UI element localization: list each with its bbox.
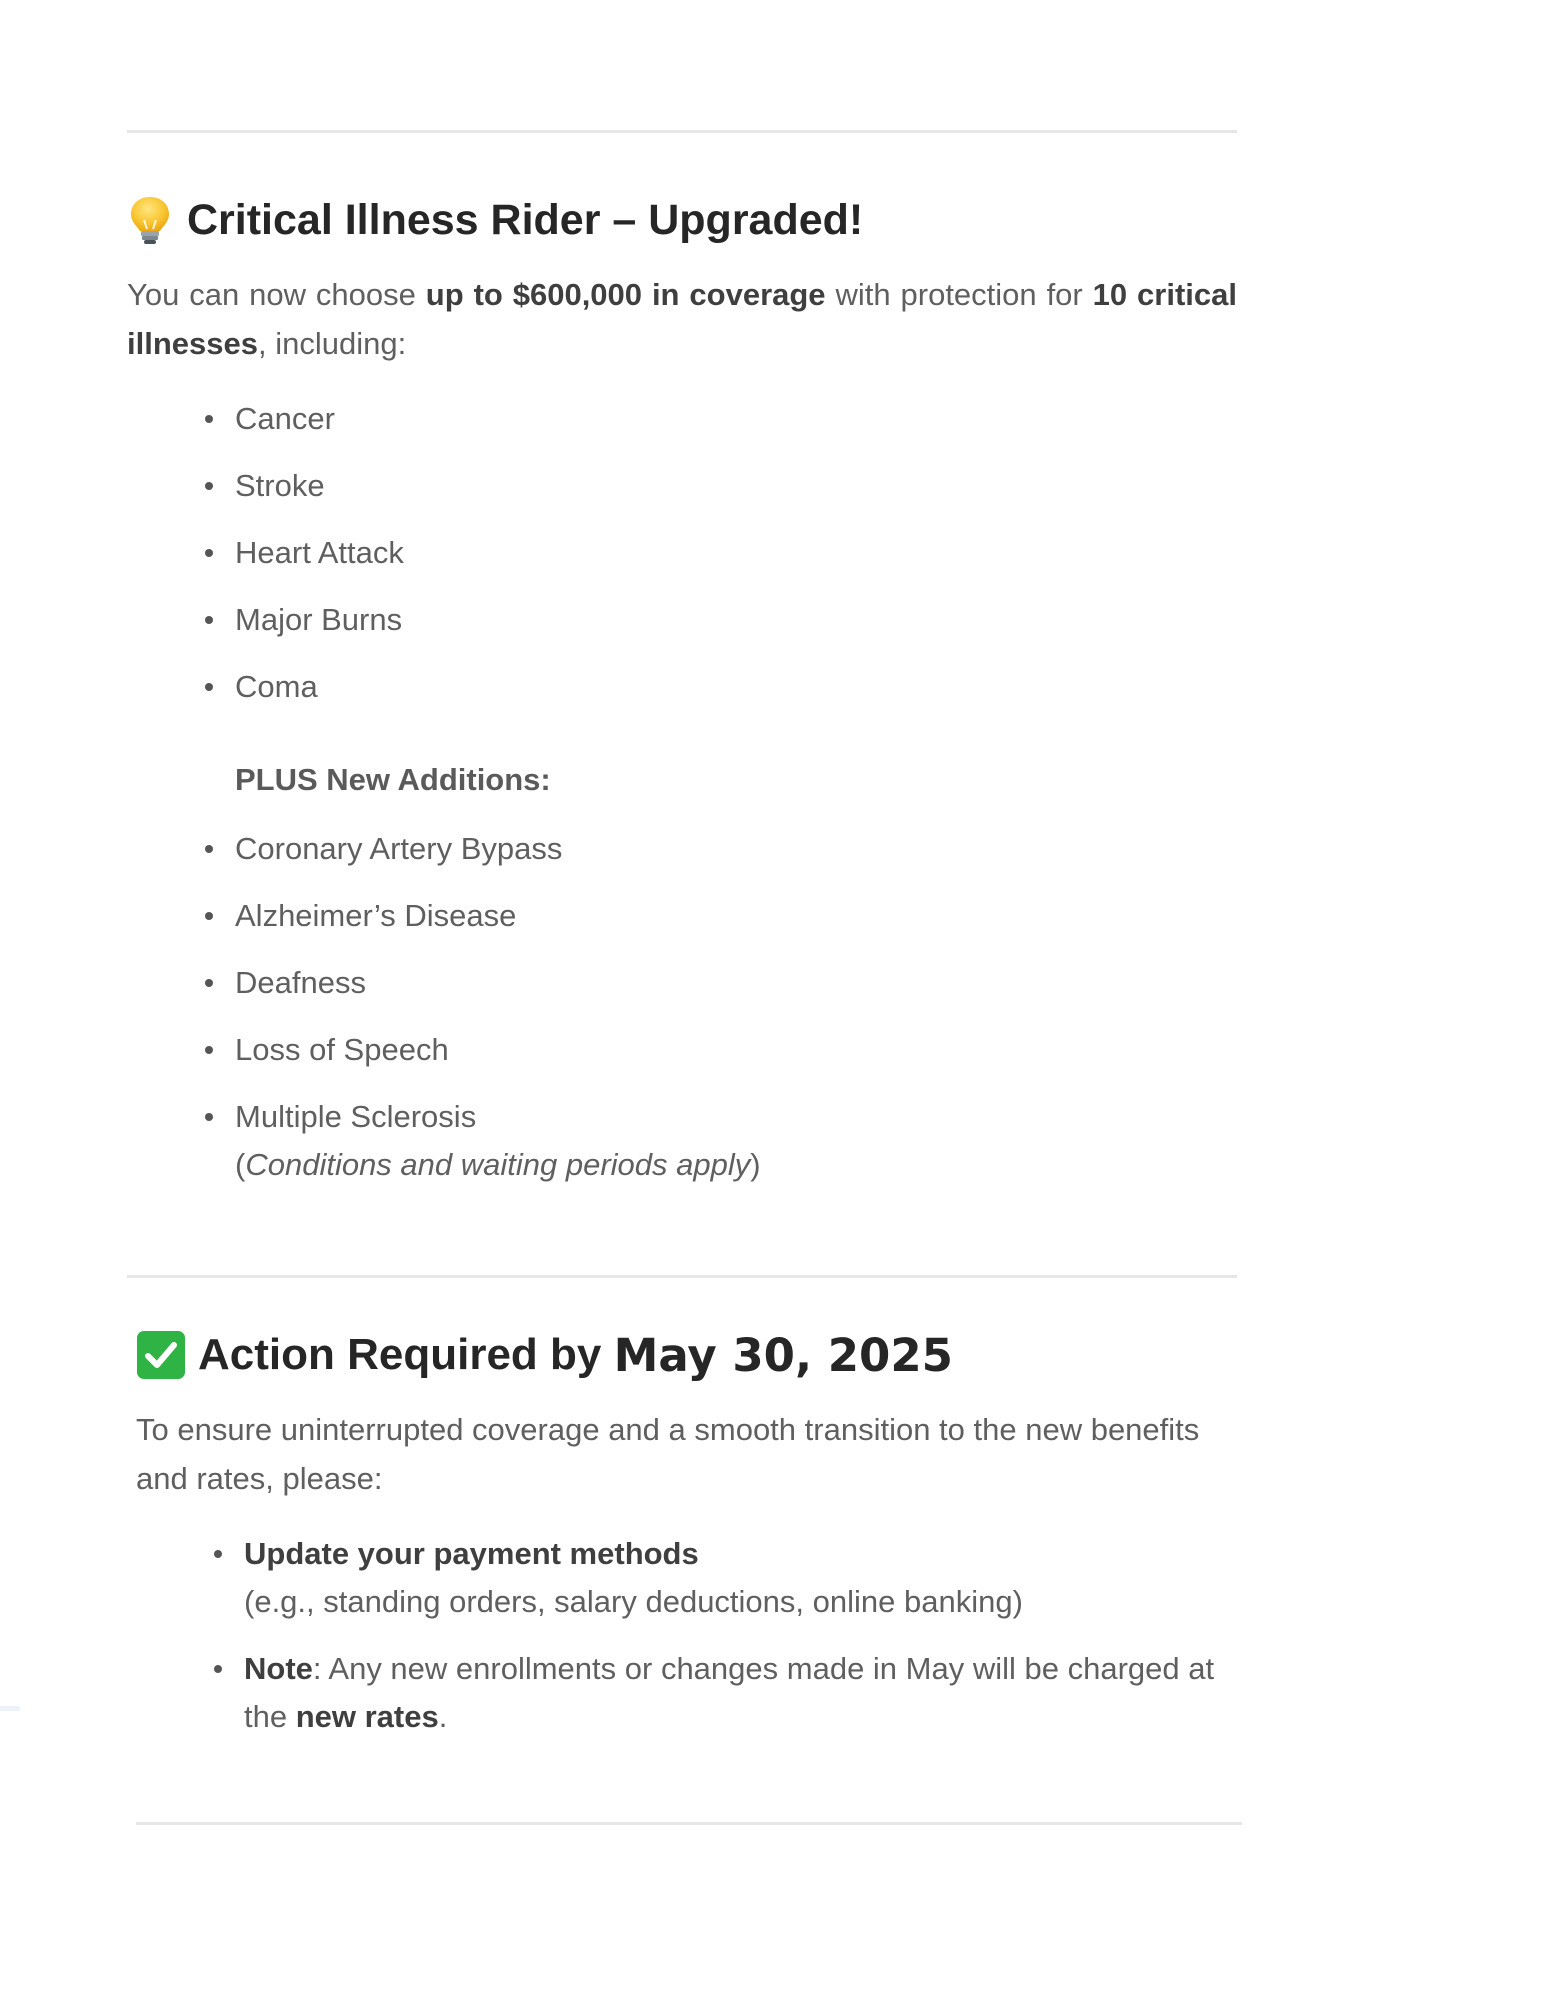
list-item: [235, 462, 404, 510]
bullet-icon: [205, 1113, 213, 1121]
bullet-icon: [214, 1550, 222, 1558]
action-required-heading: [136, 1325, 953, 1385]
note-label: Note: [244, 1651, 313, 1686]
bullet-icon: [205, 415, 213, 423]
check-mark-icon: [136, 1330, 186, 1380]
new-rates-text: new rates: [295, 1699, 439, 1734]
intro-text-2: with protection for: [825, 277, 1093, 312]
middle-divider: [127, 1275, 1237, 1278]
list-item: [235, 1026, 562, 1074]
new-additions-heading: PLUS New Additions:: [235, 762, 551, 797]
addition-label: Coronary Artery Bypass: [235, 831, 563, 866]
conditions-note: [235, 1141, 761, 1189]
addition-label: Loss of Speech: [235, 1032, 449, 1067]
bullet-icon: [205, 979, 213, 987]
bullet-icon: [205, 683, 213, 691]
list-item: [235, 1093, 562, 1141]
coverage-intro-paragraph: [127, 270, 1237, 368]
section1-title: Critical Illness Rider – Upgraded!: [187, 195, 864, 244]
bullet-icon: [214, 1665, 222, 1673]
bullet-icon: [205, 912, 213, 920]
note-end: .: [438, 1699, 448, 1734]
note-text: : Any new enrollments or changes made in May will be charged at the: [244, 1651, 1215, 1734]
illness-label: Heart Attack: [235, 535, 404, 570]
illness-label: Stroke: [235, 468, 325, 503]
bullet-icon: [205, 482, 213, 490]
illness-count-text: 10 critical illnesses: [127, 277, 1237, 361]
bullet-icon: [205, 1046, 213, 1054]
edge-artifact: [0, 1706, 20, 1711]
list-item: [235, 663, 404, 711]
critical-illness-heading: [127, 190, 863, 250]
bullet-icon: [205, 549, 213, 557]
list-item: [235, 959, 562, 1007]
section2-title-prefix: Action Required by: [198, 1330, 614, 1379]
bullet-icon: [205, 845, 213, 853]
additions-list: [235, 825, 562, 1141]
addition-label: Deafness: [235, 965, 366, 1000]
conditions-text: Conditions and waiting periods apply: [245, 1147, 751, 1182]
list-item: [235, 529, 404, 577]
bottom-divider: [136, 1822, 1242, 1825]
conditions-open-paren: (: [235, 1147, 246, 1182]
bullet-icon: [205, 616, 213, 624]
intro-text-3: , including:: [257, 326, 407, 361]
intro-text-1: You can now choose: [127, 277, 426, 312]
payment-examples-text: (e.g., standing orders, salary deductions, online banking): [244, 1584, 1023, 1619]
top-divider: [127, 130, 1237, 133]
list-item: [244, 1530, 1242, 1626]
conditions-close-paren: ): [750, 1147, 761, 1182]
illness-label: Cancer: [235, 401, 335, 436]
deadline-date: May 30, 2025: [613, 1328, 953, 1382]
illness-label: Coma: [235, 669, 318, 704]
list-item: [235, 395, 404, 443]
list-item: [235, 596, 404, 644]
illness-label: Major Burns: [235, 602, 403, 637]
addition-label: Multiple Sclerosis: [235, 1099, 477, 1134]
action-intro-paragraph: To ensure uninterrupted coverage and a smooth transition to the new benefits and rates, please:: [136, 1412, 1200, 1496]
action-list: [244, 1530, 1242, 1741]
coverage-amount-text: up to $600,000 in coverage: [425, 277, 826, 312]
list-item: [244, 1645, 1242, 1741]
addition-label: Alzheimer’s Disease: [235, 898, 517, 933]
update-payment-text: Update your payment methods: [244, 1536, 699, 1571]
lightbulb-icon: [127, 194, 173, 246]
list-item: [235, 825, 562, 873]
illness-list: [235, 395, 404, 711]
list-item: [235, 892, 562, 940]
